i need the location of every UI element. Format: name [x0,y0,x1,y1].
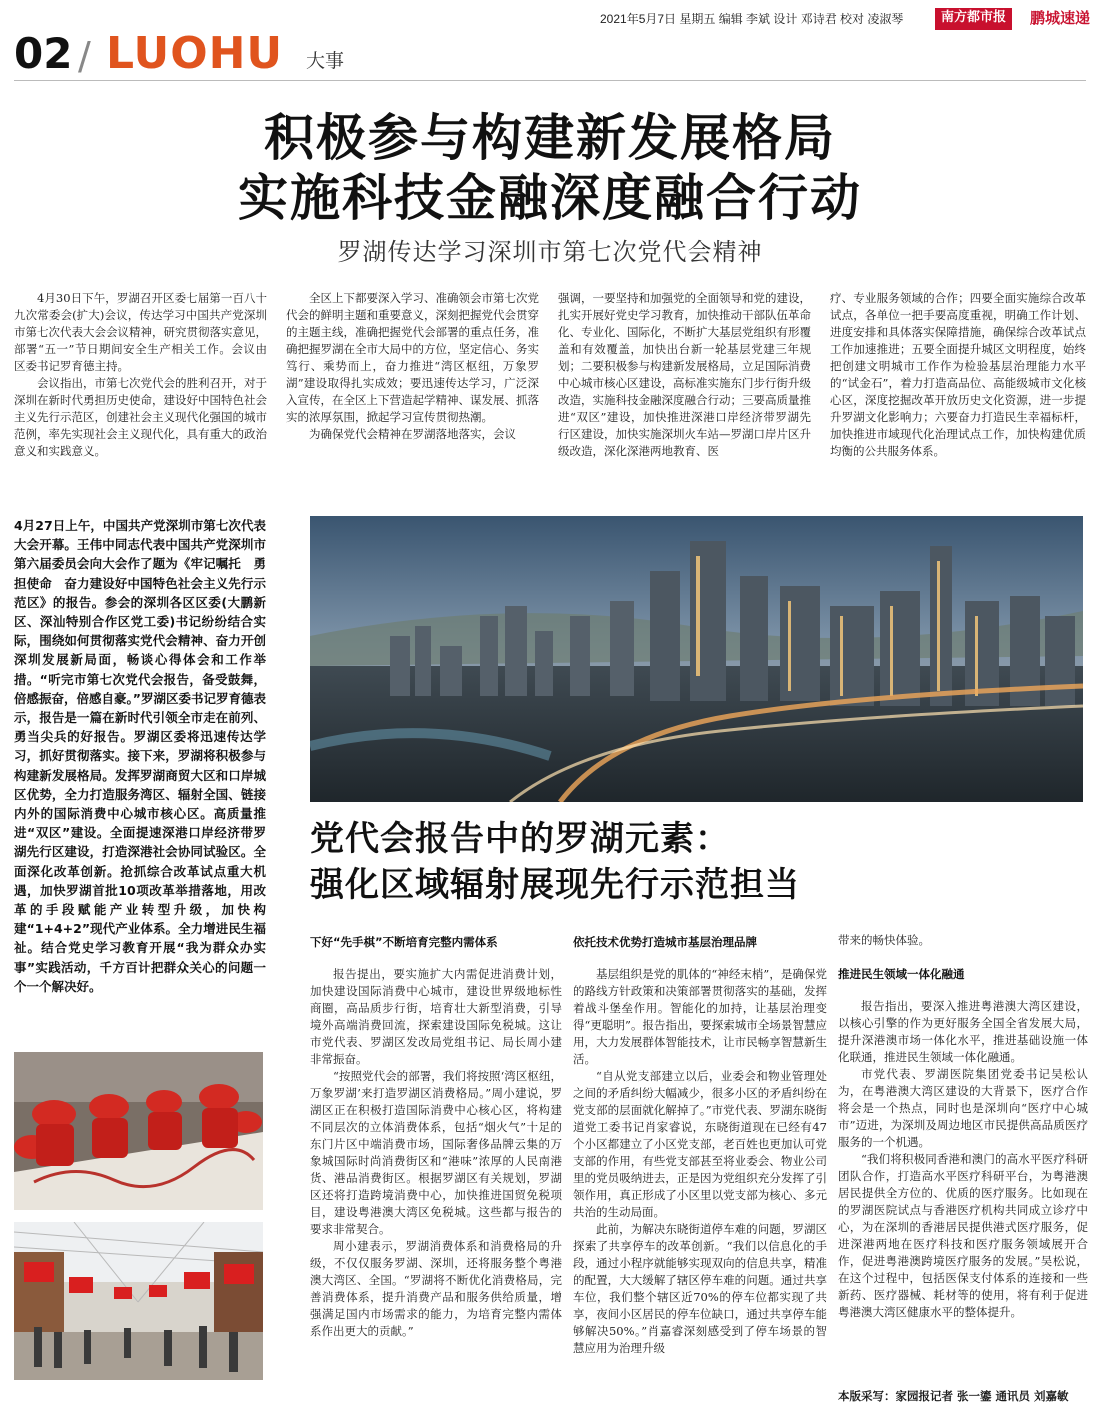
subhead-consumption: 下好“先手棋”不断培育完整内需体系 [310,935,498,949]
paragraph: 市党代表、罗湖医院集团党委书记吴松认为，在粤港澳大湾区建设的大背景下，医疗合作将会是一个热点，同时也是深圳向“医疗中心城市”迈进，为深圳及周边地区市民提供高品质医疗服务的一个机遇。 [838,1067,1088,1149]
top-article-col1 [14,290,267,460]
top-article-col4 [830,290,1086,460]
feature-col-b [573,966,827,1357]
paragraph: 4月30日下午，罗湖召开区委七届第一百八十九次常委会(扩大)会议，传达学习中国共产党深圳市第七次代表大会会议精神，研究贯彻落实意见，部署“五一”节日期间安全生产相关工作。会议由区委书记罗育德主持。 [14,291,267,373]
paragraph: 为确保党代会精神在罗湖落地落实，会议 [309,427,516,441]
sidebar-summary: 4月27日上午，中国共产党深圳市第七次代表大会开幕。王伟中同志代表中国共产党深圳市第六届委员会向大会作了题为《牢记嘱托 勇担使命 奋力建设好中国特色社会主义先行示范区》的报告。参会的深圳各区区委(大鹏新区、深汕特别合作区党工委)书记纷纷结合实际，围绕如何贯彻落实党代会精神、奋力开创深圳发展新局面，畅谈心得体会和工作举措。“听完市第七次党代会报告，备受鼓舞，倍感振奋，倍感自豪。”罗湖区委书记罗育德表示，报告是一篇在新时代引领全市走在前列、勇当尖兵的好报告。罗湖区委将迅速传达学习，抓好贯彻落实。接下来，罗湖将积极参与构建新发展格局。发挥罗湖商贸大区和口岸城区优势，全力打造服务湾区、辐射全国、链接内外的国际消费中心城市核心区。高质量推进“双区”建设。全面提速深港口岸经济带罗湖先行区建设，打造深港社会协同试验区。全面深化改革创新。抢抓综合改革试点重大机遇，加快罗湖首批10项改革举措落地，用改革的手段赋能产业转型升级，加快构建“1+4+2”现代产业体系。全力增进民生福祉。结合党史学习教育开展“我为群众办实事”实践活动，千方百计把群众关心的问题一个一个解决好。 [14,518,266,994]
paragraph: 此前，为解决东晓街道停车难的问题，罗湖区探索了共享停车的改革创新。“我们以信息化的手段，通过小程序就能够实现双向的信息共享，精准的配置，大大缓解了辖区停车难的问题。通过共享车位，我们整个辖区近70%的停车位都实现了共享，夜间小区居民的停车位缺口，通过共享停车能够解决50%。”肖嘉睿深刻感受到了停车场景的智慧应用为治理升级 [573,1222,827,1355]
page-name: LUOHU [106,28,284,79]
top-article-col2 [286,290,539,443]
feature-headline-line1: 党代会报告中的罗湖元素： [310,819,730,859]
feature-col-c-lead [838,932,1088,949]
masthead-logo: 南方都市报 [935,8,1012,30]
main-headline [0,108,1100,228]
main-subheadline: 罗湖传达学习深圳市第七次党代会精神 [337,238,763,266]
volunteers-photo-art [14,1052,263,1210]
byline: 本版采写：家园报记者 张一鎏 通讯员 刘嘉敏 [838,1389,1069,1403]
paragraph: 周小建表示，罗湖消费体系和消费格局的升级，不仅仅服务罗湖、深圳，还将服务整个粤港澳大湾区、全国。“罗湖将不断优化消费格局，完善消费体系，提升消费产品和服务供给质量，增强满足国内市场需求的能力，为培育完整内需体系作出更大的贡献。” [310,1239,562,1338]
pedestrian-street-photo [14,1222,263,1380]
paragraph: 疗、专业服务领域的合作；四要全面实施综合改革试点，各单位一把手要高度重视，明确工作计划、进度安排和具体落实保障措施，确保综合改革试点工作加速推进；五要全面提升城区文明程度，始终把创建文明城市工作作为检验基层治理能力水平的“试金石”，着力打造高品位、高能级城市文化核心区，深度挖掘改革开放历史文化资源，进一步提升罗湖文化影响力；六要奋力打造民生幸福标杆，加快推进市域现代化治理试点工作，加快构建优质均衡的公共服务体系。 [830,291,1086,458]
edition-info: 2021年5月7日 星期五 编辑 李斌 设计 邓诗君 校对 凌淑琴 [600,12,904,26]
main-headline-line1: 积极参与构建新发展格局 [264,109,836,167]
section-label: 大事 [306,50,345,72]
volunteers-photo [14,1052,263,1210]
paragraph: 报告提出，要实施扩大内需促进消费计划，加快建设国际消费中心城市，建设世界级地标性商圈，高品质步行街，培育壮大新型消费，引导境外高端消费回流，探索建设国际免税城。这让市党代表、罗湖区发改局党组书记、局长周小建非常振奋。 [310,967,562,1066]
city-skyline-photo [310,516,1083,802]
feature-headline-line2: 强化区域辐射展现先行示范担当 [310,865,800,905]
header-rule [14,80,1086,81]
paragraph: “我们将积极同香港和澳门的高水平医疗科研团队合作，打造高水平医疗科研平台，为粤港澳居民提供全方位的、优质的医疗服务。比如现在的罗湖医院试点与香港医疗机构共同成立诊疗中心，为在深圳的香港居民提供港式医疗服务，促进深港两地在医疗科技和医疗服务领域展开合作，促进粤港澳跨境医疗服务的发展。”吴松说，在这个过程中，包括医保支付体系的连接和一些新药、医疗器械、耗材等的使用，将有利于促进粤港澳大湾区健康水平的整体提升。 [838,1152,1088,1319]
paragraph: 全区上下都要深入学习、准确领会市第七次党代会的鲜明主题和重要意义，深刻把握党代会贯穿的主题主线，准确把握党代会部署的重点任务，准确把握罗湖在全市大局中的方位，坚定信心、务实笃行、乘势而上，奋力推进“湾区枢纽，万象罗湖”建设取得扎实成效；要迅速传达学习，广泛深入宣传，在全区上下营造起学精神、谋发展、抓落实的浓厚氛围，掀起学习宣传贯彻热潮。 [286,291,539,424]
paragraph: “按照党代会的部署，我们将按照‘湾区枢纽，万象罗湖’来打造罗湖区消费格局。”周小建说，罗湖区正在积极打造国际消费中心核心区，将构建不同层次的立体消费体系，包括“烟火气”十足的东门片区中端消费市场，国际奢侈品牌云集的万象城国际时尚消费街区和“港味”浓厚的人民南港货、港品消费街区。根据罗湖区有关规划，罗湖区还将打造跨境消费中心，加快推进国贸免税项目，建设粤港澳大湾区免税城。这些都与报告的要求非常契合。 [310,1069,562,1236]
street-photo-art [14,1222,263,1380]
subhead-governance: 依托技术优势打造城市基层治理品牌 [573,935,757,949]
feature-col-c [838,998,1088,1321]
paragraph: 报告指出，要深入推进粤港澳大湾区建设，以核心引擎的作为更好服务全国全省发展大局，提升深港澳市场一体化水平，推进基础设施一体化联通，推进民生领域一体化融通。 [838,999,1088,1064]
section-logo: 鹏城速递 [1030,9,1091,27]
main-headline-line2: 实施科技金融深度融合行动 [238,169,862,227]
paragraph: 基层组织是党的肌体的“神经末梢”，是确保党的路线方针政策和决策部署贯彻落实的基础，发挥着战斗堡垒作用。智能化的加持，让基层治理变得“更聪明”。报告指出，要探索城市全场景智慧应用，大力发展群体智能技术，让市民畅享智慧新生活。 [573,967,827,1066]
paragraph: “自从党支部建立以后，业委会和物业管理处之间的矛盾纠纷大幅减少，很多小区的矛盾纠纷在党支部的层面就化解掉了。”市党代表、罗湖东晓街道党工委书记肖家睿说，东晓街道现在已经有47个小区都建立了小区党支部，老百姓也更加认可党支部的作用，有些党支部甚至将业委会、物业公司里的党员吸纳进去，正是因为党组织充分发挥了引领作用，真正形成了小区里以党支部为核心、多元共治的生动局面。 [573,1069,827,1219]
feature-col-a [310,966,562,1340]
paragraph: 会议指出，市第七次党代会的胜利召开，对于深圳在新时代勇担历史使命，建设好中国特色社会主义先行示范区，创建社会主义现代化强国的城市范例，率先实现社会主义现代化，具有重大的政治意义和实践意义。 [14,376,267,458]
top-article-col3 [558,290,811,460]
subhead-livelihood: 推进民生领域一体化融通 [838,967,965,981]
skyline-photo-art [310,516,1083,802]
paragraph: 带来的畅快体验。 [838,933,930,947]
feature-headline [310,816,1090,908]
page-divider-slash: / [78,34,91,78]
page-number: 02 [14,29,73,78]
paragraph: 强调，一要坚持和加强党的全面领导和党的建设，扎实开展好党史学习教育，加快推动干部队伍革命化、专业化、国际化，不断扩大基层党组织有形覆盖和有效覆盖，加快出台新一轮基层党建三年规划；二要积极参与构建新发展格局，立足国际消费中心城市核心区建设，高标准实施东门步行街升级改造，实施科技金融深度融合行动；三要高质量推进“双区”建设，加快推进深港口岸经济带罗湖先行区建设，加快实施深圳火车站—罗湖口岸片区升级改造，深化深港两地教育、医 [558,291,811,458]
